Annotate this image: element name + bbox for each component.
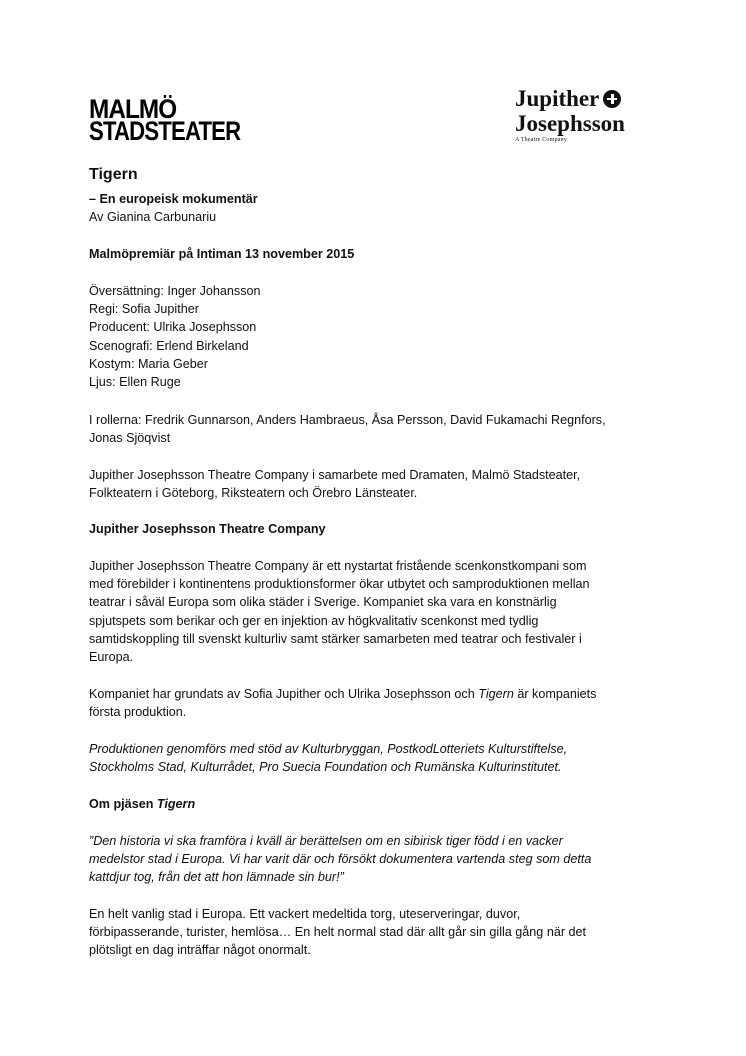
founders-paragraph: Kompaniet har grundats av Sofia Jupither och Ulrika Josephsson och Tigern är kompaniets första produktion. — [89, 687, 597, 720]
description-paragraph: En helt vanlig stad i Europa. Ett vackert medeltida torg, uteserveringar, duvor, förbipasserande, turister, hemlösa… En helt normal stad där allt går sin gilla gång när det plötsligt en dag inträffar något onormalt. — [89, 907, 587, 958]
credit-line: Ljus: Ellen Ruge — [89, 375, 181, 390]
quote-paragraph: ”Den historia vi ska framföra i kväll är berättelsen om en sibirisk tiger född i en vacker medelstor stad i Europa. Vi har varit där och försökt dokumentera vartenda steg som detta kattdjur tog, från det att hon lämnade sin bur!” — [89, 834, 592, 885]
header-block — [89, 190, 657, 226]
premiere-line: Malmöpremiär på Intiman 13 november 2015 — [89, 247, 355, 261]
support-paragraph: Produktionen genomförs med stöd av Kulturbryggan, PostkodLotteriets Kulturstiftelse, Stockholms Stad, Kulturrådet, Pro Suecia Foundation och Rumänska Kulturinstitutet. — [89, 742, 568, 775]
collaboration-paragraph: Jupither Josephsson Theatre Company i samarbete med Dramaten, Malmö Stadsteater, Folkteatern i Göteborg, Riksteatern och Örebro Länsteater. — [89, 468, 581, 501]
plus-circle-icon — [603, 90, 621, 108]
malmo-stadsteater-logo: MALMÖ STADSTEATER — [89, 94, 241, 146]
credits-list — [89, 282, 657, 391]
credit-line: Kostym: Maria Geber — [89, 356, 208, 371]
credit-line: Översättning: Inger Johansson — [89, 284, 261, 298]
company-paragraph: Jupither Josephsson Theatre Company är ett nystartat fristående scenkonstkompani som med förebilder i kontinentens produktionsformer ökar utbytet och samproduktionen mellan teatrar i såväl Europa som olika städer i Sverige. Kompaniet ska vara en konstnärlig spjutspets som berikar och ger en injektion av högkvalitativ scenkonst med tydlig samtidskoppling till svenskt kulturliv samt stärker samarbeten med teatrar och festivaler i Europa. — [89, 559, 590, 665]
credit-line: Producent: Ulrika Josephsson — [89, 320, 257, 335]
credit-line: Regi: Sofia Jupither — [89, 302, 199, 317]
credit-line: Scenografi: Erlend Birkeland — [89, 338, 249, 353]
subtitle: – En europeisk mokumentär — [89, 192, 258, 206]
author-line: Av Gianina Carbunariu — [89, 210, 217, 225]
document-title: Tigern — [89, 166, 138, 183]
jupither-josephsson-logo: Jupither Josephsson A Theatre Company — [515, 86, 625, 143]
cast-paragraph: I rollerna: Fredrik Gunnarson, Anders Hambraeus, Åsa Persson, David Fukamachi Regnfors, Jonas Sjöqvist — [89, 413, 606, 446]
company-heading: Jupither Josephsson Theatre Company — [89, 522, 326, 536]
play-heading: Om pjäsen Tigern — [89, 797, 196, 811]
